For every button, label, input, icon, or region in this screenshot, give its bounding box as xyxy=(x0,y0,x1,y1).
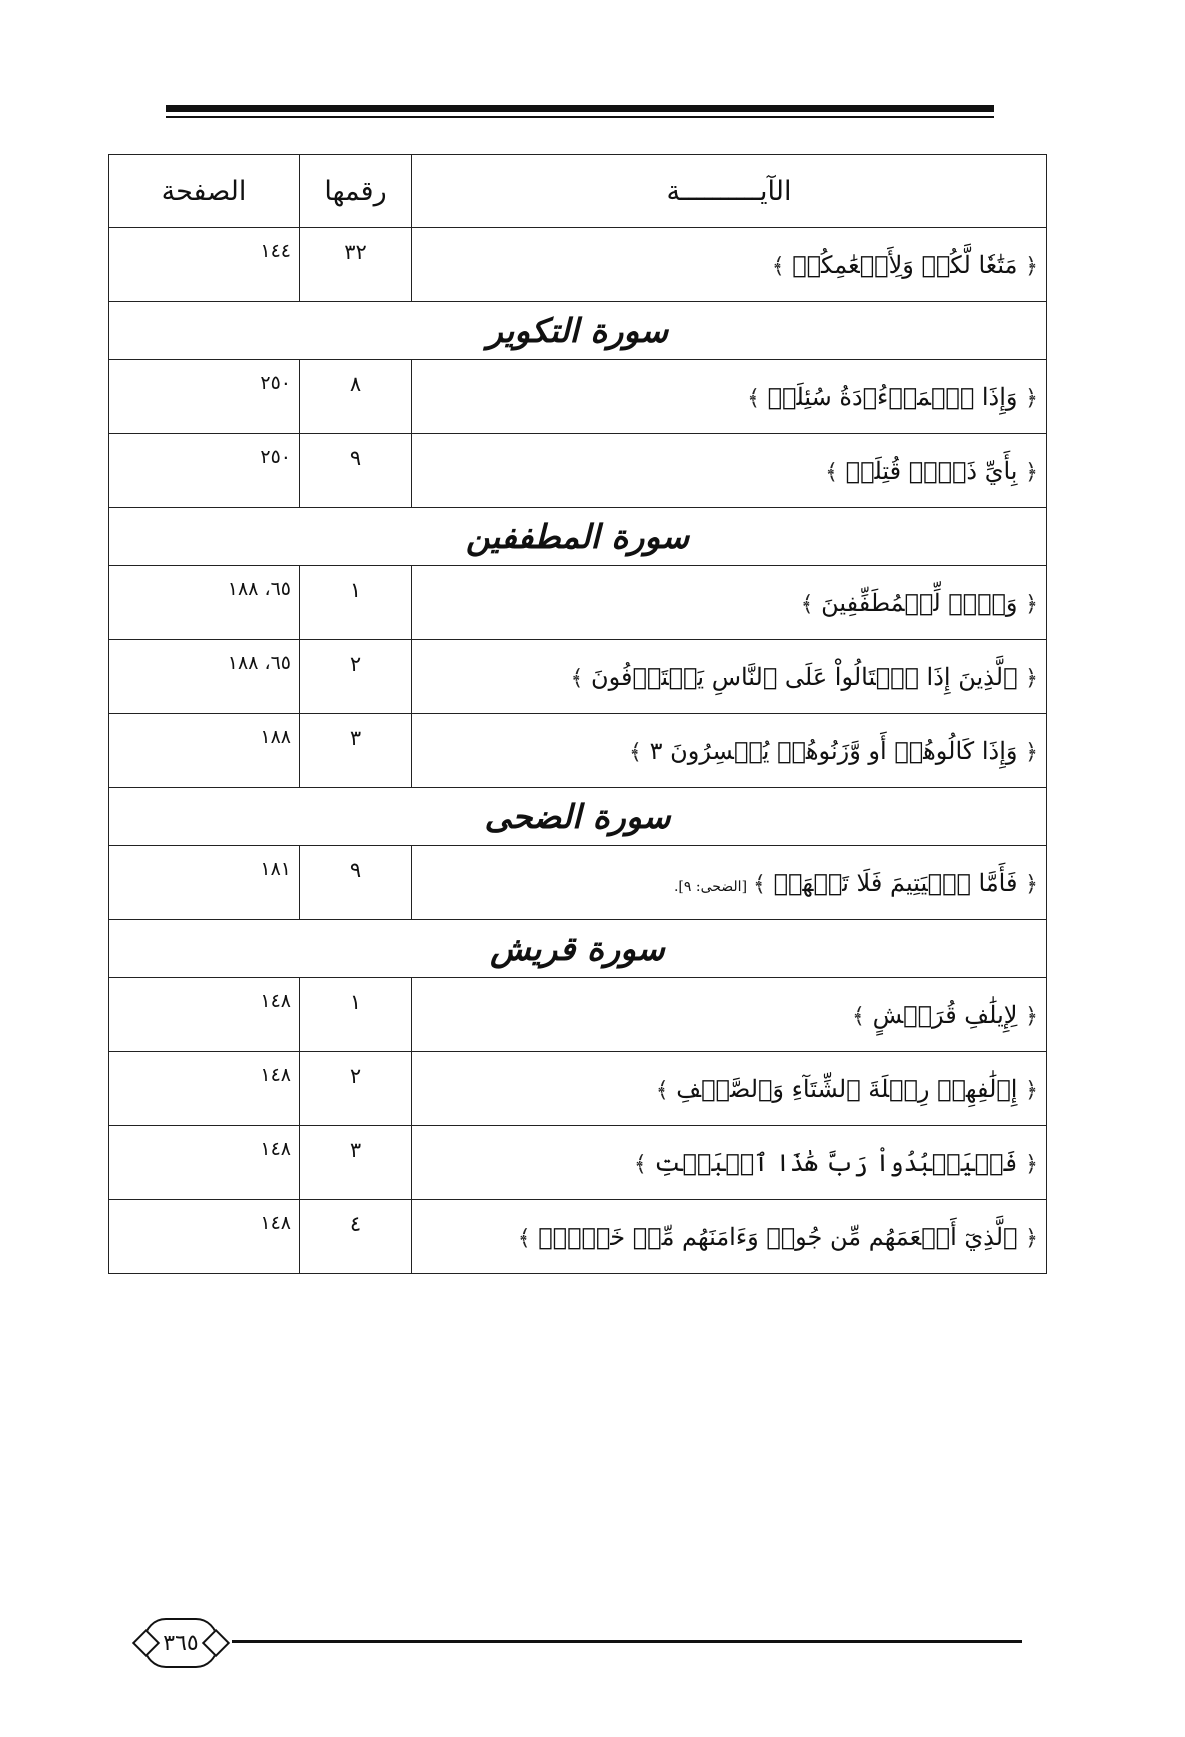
table-header-row xyxy=(109,155,1047,228)
page-ref-cell: ١٨٨ xyxy=(109,714,300,788)
ornament-open: ﴿ xyxy=(1025,591,1038,617)
table-row xyxy=(109,228,1047,302)
verse-text: ٱلَّذِينَ إِذَا ٱكۡتَالُواْ عَلَى ٱلنَّاسِ يَسۡتَوۡفُونَ xyxy=(591,662,1018,691)
surah-title: سورة المطففين xyxy=(109,508,1047,566)
surah-title: سورة الضحى xyxy=(109,788,1047,846)
verse-number-cell: ٩ xyxy=(300,434,412,508)
verse-number-cell: ٩ xyxy=(300,846,412,920)
verse-number-cell: ٣ xyxy=(300,1126,412,1200)
page-ref-cell: ٢٥٠ xyxy=(109,434,300,508)
ornament-close: ﴾ xyxy=(570,665,584,691)
verse-number-cell: ٨ xyxy=(300,360,412,434)
ornament-open: ﴿ xyxy=(1025,1151,1038,1177)
page-ref-cell: ١٤٨ xyxy=(109,1200,300,1274)
verse-number-cell: ٣٢ xyxy=(300,228,412,302)
verse-text: فَأَمَّا ٱلۡيَتِيمَ فَلَا تَقۡهَرۡ xyxy=(773,868,1018,897)
table-row xyxy=(109,360,1047,434)
verse-cell xyxy=(412,1126,1047,1200)
ornament-open: ﴿ xyxy=(1025,665,1038,691)
page-footer xyxy=(140,1612,1020,1672)
table-row xyxy=(109,566,1047,640)
table-row xyxy=(109,434,1047,508)
ornament-close: ﴾ xyxy=(747,385,761,411)
verse-cell xyxy=(412,978,1047,1052)
verse-number-cell: ٢ xyxy=(300,1052,412,1126)
verse-text: لِإِيلَٰفِ قُرَيۡشٍ xyxy=(872,1000,1018,1029)
verse-citation: [الضحى: ٩]. xyxy=(673,878,748,895)
ornament-close: ﴾ xyxy=(753,871,766,897)
top-rule-thin xyxy=(166,116,994,118)
ornament-close: ﴾ xyxy=(825,459,839,485)
ornament-close: ﴾ xyxy=(771,253,785,279)
page-ref-cell: ١٨١ xyxy=(109,846,300,920)
header-number: رقمها xyxy=(300,155,412,228)
verse-text: وَإِذَا كَالُوهُمۡ أَو وَّزَنُوهُمۡ يُخۡسِرُونَ ٣ xyxy=(649,736,1018,765)
verse-cell xyxy=(412,1200,1047,1274)
page-ref-cell: ١٤٨ xyxy=(109,978,300,1052)
ornament-open: ﴿ xyxy=(1025,1225,1038,1251)
ornament-close: ﴾ xyxy=(633,1151,647,1177)
ornament-close: ﴾ xyxy=(517,1225,531,1251)
verse-cell xyxy=(412,228,1047,302)
ornament-close: ﴾ xyxy=(655,1077,669,1103)
page-ref-cell: ١٤٤ xyxy=(109,228,300,302)
verse-cell xyxy=(412,1052,1047,1126)
surah-heading-row xyxy=(109,788,1047,846)
table-row xyxy=(109,1126,1047,1200)
verse-text: مَتَٰعٗا لَّكُمۡ وَلِأَنۡعَٰمِكُمۡ xyxy=(792,250,1018,279)
table-row xyxy=(109,1052,1047,1126)
table-row xyxy=(109,1200,1047,1274)
header-verse: الآيــــــــــة xyxy=(412,155,1047,228)
ornament-open: ﴿ xyxy=(1025,871,1038,897)
header-page: الصفحة xyxy=(109,155,300,228)
verse-number-cell: ١ xyxy=(300,566,412,640)
surah-heading-row xyxy=(109,508,1047,566)
ornament-open: ﴿ xyxy=(1025,459,1038,485)
verse-cell xyxy=(412,434,1047,508)
verse-text: بِأَيِّ ذَنۢبٖ قُتِلَتۡ xyxy=(845,456,1018,485)
verse-number-cell: ٤ xyxy=(300,1200,412,1274)
verse-number-cell: ٣ xyxy=(300,714,412,788)
ornament-open: ﴿ xyxy=(1025,1003,1038,1029)
page-ref-cell: ١٤٨ xyxy=(109,1126,300,1200)
page-number-badge xyxy=(144,1618,218,1668)
verse-number-cell: ١ xyxy=(300,978,412,1052)
ornament-close: ﴾ xyxy=(800,591,814,617)
verse-cell xyxy=(412,640,1047,714)
top-rule-thick xyxy=(166,105,994,112)
verse-index-table xyxy=(108,154,1047,1274)
footer-rule xyxy=(232,1640,1022,1643)
surah-heading-row xyxy=(109,302,1047,360)
verse-text: وَيۡلٞ لِّلۡمُطَفِّفِينَ xyxy=(821,588,1018,617)
verse-number-cell: ٢ xyxy=(300,640,412,714)
surah-title: سورة التكوير xyxy=(109,302,1047,360)
verse-text: وَإِذَا ٱلۡمَوۡءُۥدَةُ سُئِلَتۡ xyxy=(767,382,1018,411)
page-number: ٣٦٥ xyxy=(163,1630,199,1656)
page-ref-cell: ٦٥، ١٨٨ xyxy=(109,566,300,640)
table-row xyxy=(109,978,1047,1052)
ornament-close: ﴾ xyxy=(629,739,642,765)
verse-cell xyxy=(412,360,1047,434)
ornament-open: ﴿ xyxy=(1025,385,1038,411)
table-row xyxy=(109,714,1047,788)
verse-cell xyxy=(412,566,1047,640)
verse-cell xyxy=(412,714,1047,788)
surah-heading-row xyxy=(109,920,1047,978)
table-row xyxy=(109,640,1047,714)
verse-text: ٱلَّذِيٓ أَطۡعَمَهُم مِّن جُوعٖ وَءَامَنَهُم مِّنۡ خَوۡفِۭ xyxy=(538,1222,1018,1251)
ornament-open: ﴿ xyxy=(1025,1077,1038,1103)
verse-cell xyxy=(412,846,1047,920)
table-row xyxy=(109,846,1047,920)
verse-text: فَلۡيَعۡبُدُواْ رَبَّ هَٰذَا ٱلۡبَيۡتِ xyxy=(654,1148,1018,1177)
top-double-rule xyxy=(166,105,994,118)
ornament-close: ﴾ xyxy=(852,1003,865,1029)
verse-text: إِۦلَٰفِهِمۡ رِحۡلَةَ ٱلشِّتَآءِ وَٱلصَّيۡفِ xyxy=(676,1074,1018,1103)
page-ref-cell: ٢٥٠ xyxy=(109,360,300,434)
page-ref-cell: ١٤٨ xyxy=(109,1052,300,1126)
table-body xyxy=(109,228,1047,1274)
ornament-open: ﴿ xyxy=(1025,739,1038,765)
ornament-open: ﴿ xyxy=(1025,253,1038,279)
page-ref-cell: ٦٥، ١٨٨ xyxy=(109,640,300,714)
surah-title: سورة قريش xyxy=(109,920,1047,978)
